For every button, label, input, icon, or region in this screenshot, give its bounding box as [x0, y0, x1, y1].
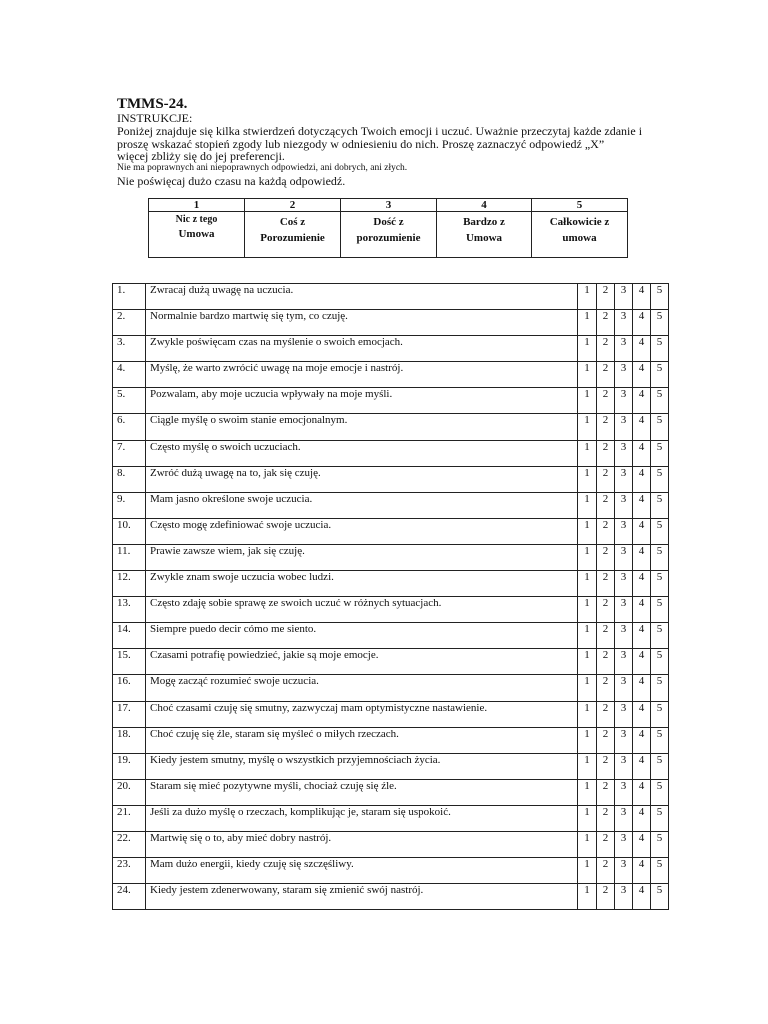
questionnaire-item-row [113, 310, 669, 336]
item-statement: Zwracaj dużą uwagę na uczucia. [146, 284, 578, 310]
rating-option-2[interactable]: 2 [597, 779, 615, 805]
rating-option-5[interactable]: 5 [651, 753, 669, 779]
item-statement: Jeśli za dużo myślę o rzeczach, komplikując je, staram się uspokoić. [146, 805, 578, 831]
rating-option-4[interactable]: 4 [633, 701, 651, 727]
questionnaire-item-row [113, 884, 669, 910]
rating-option-5[interactable]: 5 [651, 701, 669, 727]
item-number: 20. [113, 779, 146, 805]
rating-option-2[interactable]: 2 [597, 310, 615, 336]
no-right-answers-note: Nie ma poprawnych ani niepoprawnych odpowiedzi, ani dobrych, ani złych. [117, 162, 408, 173]
rating-option-3[interactable]: 3 [615, 701, 633, 727]
scale-description [245, 212, 341, 258]
rating-option-3[interactable]: 3 [615, 649, 633, 675]
item-number: 21. [113, 805, 146, 831]
item-number: 13. [113, 597, 146, 623]
scale-number: 4 [437, 199, 532, 212]
rating-option-3[interactable]: 3 [615, 675, 633, 701]
rating-option-2[interactable]: 2 [597, 831, 615, 857]
rating-option-2[interactable]: 2 [597, 727, 615, 753]
questionnaire-item-row [113, 701, 669, 727]
rating-option-3[interactable]: 3 [615, 544, 633, 570]
item-number: 17. [113, 701, 146, 727]
rating-option-2[interactable]: 2 [597, 623, 615, 649]
item-statement: Siempre puedo decir cómo me siento. [146, 623, 578, 649]
rating-option-4[interactable]: 4 [633, 414, 651, 440]
item-statement: Kiedy jestem zdenerwowany, staram się zmienić swój nastrój. [146, 884, 578, 910]
rating-option-1[interactable]: 1 [578, 831, 597, 857]
rating-option-2[interactable]: 2 [597, 675, 615, 701]
rating-option-4[interactable]: 4 [633, 623, 651, 649]
rating-option-2[interactable]: 2 [597, 440, 615, 466]
scale-numbers-row [149, 199, 628, 212]
rating-option-1[interactable]: 1 [578, 492, 597, 518]
rating-option-1[interactable]: 1 [578, 310, 597, 336]
questionnaire-item-row [113, 831, 669, 857]
rating-option-3[interactable]: 3 [615, 884, 633, 910]
rating-option-1[interactable]: 1 [578, 518, 597, 544]
instructions-line-3: więcej zbliży się do jej preferencji. [117, 149, 285, 163]
rating-option-2[interactable]: 2 [597, 362, 615, 388]
rating-option-1[interactable]: 1 [578, 388, 597, 414]
rating-option-5[interactable]: 5 [651, 831, 669, 857]
item-statement: Choć czasami czuję się smutny, zazwyczaj mam optymistyczne nastawienie. [146, 701, 578, 727]
questionnaire-item-row [113, 388, 669, 414]
rating-option-4[interactable]: 4 [633, 779, 651, 805]
rating-option-5[interactable]: 5 [651, 284, 669, 310]
questionnaire-item-row [113, 597, 669, 623]
rating-option-3[interactable]: 3 [615, 779, 633, 805]
questionnaire-item-row [113, 858, 669, 884]
rating-option-4[interactable]: 4 [633, 336, 651, 362]
rating-option-2[interactable]: 2 [597, 544, 615, 570]
item-number: 16. [113, 675, 146, 701]
document-title: TMMS-24. [117, 96, 188, 112]
rating-option-2[interactable]: 2 [597, 858, 615, 884]
rating-option-1[interactable]: 1 [578, 466, 597, 492]
item-number: 1. [113, 284, 146, 310]
scale-desc-line-2: porozumienie [356, 232, 421, 244]
scale-number: 5 [532, 199, 628, 212]
rating-option-2[interactable]: 2 [597, 284, 615, 310]
item-statement: Zwróć dużą uwagę na to, jak się czuję. [146, 466, 578, 492]
item-number: 6. [113, 414, 146, 440]
item-number: 24. [113, 884, 146, 910]
rating-option-2[interactable]: 2 [597, 753, 615, 779]
rating-option-4[interactable]: 4 [633, 544, 651, 570]
rating-option-3[interactable]: 3 [615, 518, 633, 544]
item-statement: Czasami potrafię powiedzieć, jakie są moje emocje. [146, 649, 578, 675]
questionnaire-item-row [113, 571, 669, 597]
rating-option-3[interactable]: 3 [615, 492, 633, 518]
item-number: 5. [113, 388, 146, 414]
rating-option-3[interactable]: 3 [615, 858, 633, 884]
rating-option-2[interactable]: 2 [597, 649, 615, 675]
item-statement: Staram się mieć pozytywne myśli, chociaż czuję się źle. [146, 779, 578, 805]
rating-option-4[interactable]: 4 [633, 753, 651, 779]
scale-descriptions-row [149, 212, 628, 258]
rating-option-5[interactable]: 5 [651, 310, 669, 336]
questionnaire-item-row [113, 753, 669, 779]
scale-desc-line-2: Porozumienie [260, 232, 325, 244]
rating-option-3[interactable]: 3 [615, 466, 633, 492]
rating-option-5[interactable]: 5 [651, 571, 669, 597]
questionnaire-item-row [113, 805, 669, 831]
rating-option-2[interactable]: 2 [597, 884, 615, 910]
rating-option-3[interactable]: 3 [615, 831, 633, 857]
item-number: 22. [113, 831, 146, 857]
rating-option-3[interactable]: 3 [615, 597, 633, 623]
rating-option-4[interactable]: 4 [633, 727, 651, 753]
item-number: 12. [113, 571, 146, 597]
rating-option-2[interactable]: 2 [597, 388, 615, 414]
questionnaire-items-table [112, 283, 669, 910]
rating-option-4[interactable]: 4 [633, 310, 651, 336]
rating-option-3[interactable]: 3 [615, 336, 633, 362]
item-statement: Zwykle znam swoje uczucia wobec ludzi. [146, 571, 578, 597]
rating-option-1[interactable]: 1 [578, 284, 597, 310]
scale-desc-line-1: Dość z [373, 216, 404, 228]
scale-desc-line-1: Bardzo z [463, 216, 505, 228]
scale-number: 3 [341, 199, 437, 212]
rating-option-4[interactable]: 4 [633, 831, 651, 857]
scale-description [341, 212, 437, 258]
item-number: 9. [113, 492, 146, 518]
rating-option-4[interactable]: 4 [633, 675, 651, 701]
item-statement: Mogę zacząć rozumieć swoje uczucia. [146, 675, 578, 701]
instructions-label: INSTRUKCJE: [117, 111, 193, 125]
rating-option-5[interactable]: 5 [651, 805, 669, 831]
rating-option-1[interactable]: 1 [578, 571, 597, 597]
rating-option-2[interactable]: 2 [597, 414, 615, 440]
rating-option-3[interactable]: 3 [615, 362, 633, 388]
rating-option-4[interactable]: 4 [633, 597, 651, 623]
item-statement: Często myślę o swoich uczuciach. [146, 440, 578, 466]
rating-option-2[interactable]: 2 [597, 571, 615, 597]
scale-desc-line-2: Umowa [465, 232, 503, 244]
response-scale-table [148, 198, 628, 258]
item-statement: Zwykle poświęcam czas na myślenie o swoich emocjach. [146, 336, 578, 362]
scale-description [437, 212, 532, 258]
rating-option-1[interactable]: 1 [578, 805, 597, 831]
rating-option-5[interactable]: 5 [651, 858, 669, 884]
rating-option-3[interactable]: 3 [615, 727, 633, 753]
rating-option-3[interactable]: 3 [615, 623, 633, 649]
rating-option-1[interactable]: 1 [578, 779, 597, 805]
rating-option-4[interactable]: 4 [633, 284, 651, 310]
rating-option-5[interactable]: 5 [651, 414, 669, 440]
rating-option-1[interactable]: 1 [578, 362, 597, 388]
item-statement: Prawie zawsze wiem, jak się czuję. [146, 544, 578, 570]
rating-option-3[interactable]: 3 [615, 805, 633, 831]
rating-option-5[interactable]: 5 [651, 440, 669, 466]
item-statement: Ciągle myślę o swoim stanie emocjonalnym. [146, 414, 578, 440]
rating-option-5[interactable]: 5 [651, 884, 669, 910]
rating-option-3[interactable]: 3 [615, 414, 633, 440]
scale-number: 2 [245, 199, 341, 212]
rating-option-4[interactable]: 4 [633, 858, 651, 884]
questionnaire-item-row [113, 414, 669, 440]
rating-option-4[interactable]: 4 [633, 649, 651, 675]
rating-option-5[interactable]: 5 [651, 544, 669, 570]
rating-option-1[interactable]: 1 [578, 597, 597, 623]
questionnaire-item-row [113, 440, 669, 466]
item-number: 8. [113, 466, 146, 492]
rating-option-5[interactable]: 5 [651, 623, 669, 649]
rating-option-3[interactable]: 3 [615, 571, 633, 597]
rating-option-4[interactable]: 4 [633, 492, 651, 518]
rating-option-5[interactable]: 5 [651, 649, 669, 675]
rating-option-5[interactable]: 5 [651, 336, 669, 362]
rating-option-5[interactable]: 5 [651, 518, 669, 544]
rating-option-2[interactable]: 2 [597, 518, 615, 544]
rating-option-3[interactable]: 3 [615, 388, 633, 414]
document-header [117, 96, 677, 188]
rating-option-1[interactable]: 1 [578, 858, 597, 884]
questionnaire-item-row [113, 492, 669, 518]
questionnaire-item-row [113, 675, 669, 701]
rating-option-1[interactable]: 1 [578, 336, 597, 362]
questionnaire-item-row [113, 649, 669, 675]
scale-description [149, 212, 245, 258]
rating-option-5[interactable]: 5 [651, 727, 669, 753]
rating-option-2[interactable]: 2 [597, 466, 615, 492]
rating-option-5[interactable]: 5 [651, 362, 669, 388]
rating-option-4[interactable]: 4 [633, 440, 651, 466]
scale-description [532, 212, 628, 258]
rating-option-1[interactable]: 1 [578, 701, 597, 727]
rating-option-4[interactable]: 4 [633, 805, 651, 831]
item-statement: Często mogę zdefiniować swoje uczucia. [146, 518, 578, 544]
rating-option-2[interactable]: 2 [597, 805, 615, 831]
item-number: 19. [113, 753, 146, 779]
item-statement: Mam dużo energii, kiedy czuję się szczęśliwy. [146, 858, 578, 884]
scale-number: 1 [149, 199, 245, 212]
item-statement: Martwię się o to, aby mieć dobry nastrój. [146, 831, 578, 857]
rating-option-5[interactable]: 5 [651, 675, 669, 701]
scale-desc-line-1: Coś z [279, 216, 306, 228]
item-number: 14. [113, 623, 146, 649]
questionnaire-item-row [113, 779, 669, 805]
rating-option-2[interactable]: 2 [597, 597, 615, 623]
item-statement: Choć czuję się źle, staram się myśleć o miłych rzeczach. [146, 727, 578, 753]
rating-option-2[interactable]: 2 [597, 492, 615, 518]
rating-option-4[interactable]: 4 [633, 884, 651, 910]
questionnaire-item-row [113, 362, 669, 388]
rating-option-1[interactable]: 1 [578, 884, 597, 910]
item-statement: Mam jasno określone swoje uczucia. [146, 492, 578, 518]
rating-option-1[interactable]: 1 [578, 675, 597, 701]
rating-option-3[interactable]: 3 [615, 284, 633, 310]
rating-option-2[interactable]: 2 [597, 701, 615, 727]
rating-option-1[interactable]: 1 [578, 753, 597, 779]
questionnaire-item-row [113, 336, 669, 362]
rating-option-4[interactable]: 4 [633, 571, 651, 597]
questionnaire-item-row [113, 466, 669, 492]
rating-option-5[interactable]: 5 [651, 388, 669, 414]
rating-option-5[interactable]: 5 [651, 466, 669, 492]
item-number: 2. [113, 310, 146, 336]
item-number: 18. [113, 727, 146, 753]
scale-desc-line-2: Umowa [178, 228, 215, 240]
rating-option-1[interactable]: 1 [578, 727, 597, 753]
item-statement: Pozwalam, aby moje uczucia wpływały na moje myśli. [146, 388, 578, 414]
item-statement: Myślę, że warto zwrócić uwagę na moje emocje i nastrój. [146, 362, 578, 388]
questionnaire-item-row [113, 623, 669, 649]
rating-option-1[interactable]: 1 [578, 649, 597, 675]
rating-option-5[interactable]: 5 [651, 597, 669, 623]
time-note: Nie poświęcaj dużo czasu na każdą odpowiedź. [117, 173, 346, 188]
rating-option-4[interactable]: 4 [633, 518, 651, 544]
rating-option-4[interactable]: 4 [633, 362, 651, 388]
rating-option-5[interactable]: 5 [651, 492, 669, 518]
questionnaire-item-row [113, 544, 669, 570]
instructions-line-1: Poniżej znajduje się kilka stwierdzeń dotyczących Twoich emocji i uczuć. Uważnie przeczytaj każde zdanie i [117, 124, 643, 138]
scale-desc-line-1: Całkowicie z [549, 216, 610, 228]
item-number: 23. [113, 858, 146, 884]
item-number: 10. [113, 518, 146, 544]
rating-option-2[interactable]: 2 [597, 336, 615, 362]
rating-option-4[interactable]: 4 [633, 388, 651, 414]
item-statement: Normalnie bardzo martwię się tym, co czuję. [146, 310, 578, 336]
scale-desc-line-2: umowa [562, 232, 597, 244]
questionnaire-item-row [113, 727, 669, 753]
rating-option-1[interactable]: 1 [578, 623, 597, 649]
item-number: 11. [113, 544, 146, 570]
questionnaire-item-row [113, 518, 669, 544]
item-number: 7. [113, 440, 146, 466]
questionnaire-item-row [113, 284, 669, 310]
rating-option-5[interactable]: 5 [651, 779, 669, 805]
item-number: 4. [113, 362, 146, 388]
rating-option-1[interactable]: 1 [578, 440, 597, 466]
rating-option-3[interactable]: 3 [615, 440, 633, 466]
rating-option-1[interactable]: 1 [578, 414, 597, 440]
rating-option-1[interactable]: 1 [578, 544, 597, 570]
instructions-line-2: proszę wskazać stopień zgody lub niezgody w odniesieniu do nich. Proszę zaznaczyć odpowiedź „X” [117, 136, 605, 151]
item-number: 3. [113, 336, 146, 362]
rating-option-3[interactable]: 3 [615, 310, 633, 336]
item-number: 15. [113, 649, 146, 675]
rating-option-4[interactable]: 4 [633, 466, 651, 492]
item-statement: Często zdaję sobie sprawę ze swoich uczuć w różnych sytuacjach. [146, 597, 578, 623]
item-statement: Kiedy jestem smutny, myślę o wszystkich przyjemnościach życia. [146, 753, 578, 779]
scale-desc-line-1: Nic z tego [175, 214, 218, 225]
rating-option-3[interactable]: 3 [615, 753, 633, 779]
